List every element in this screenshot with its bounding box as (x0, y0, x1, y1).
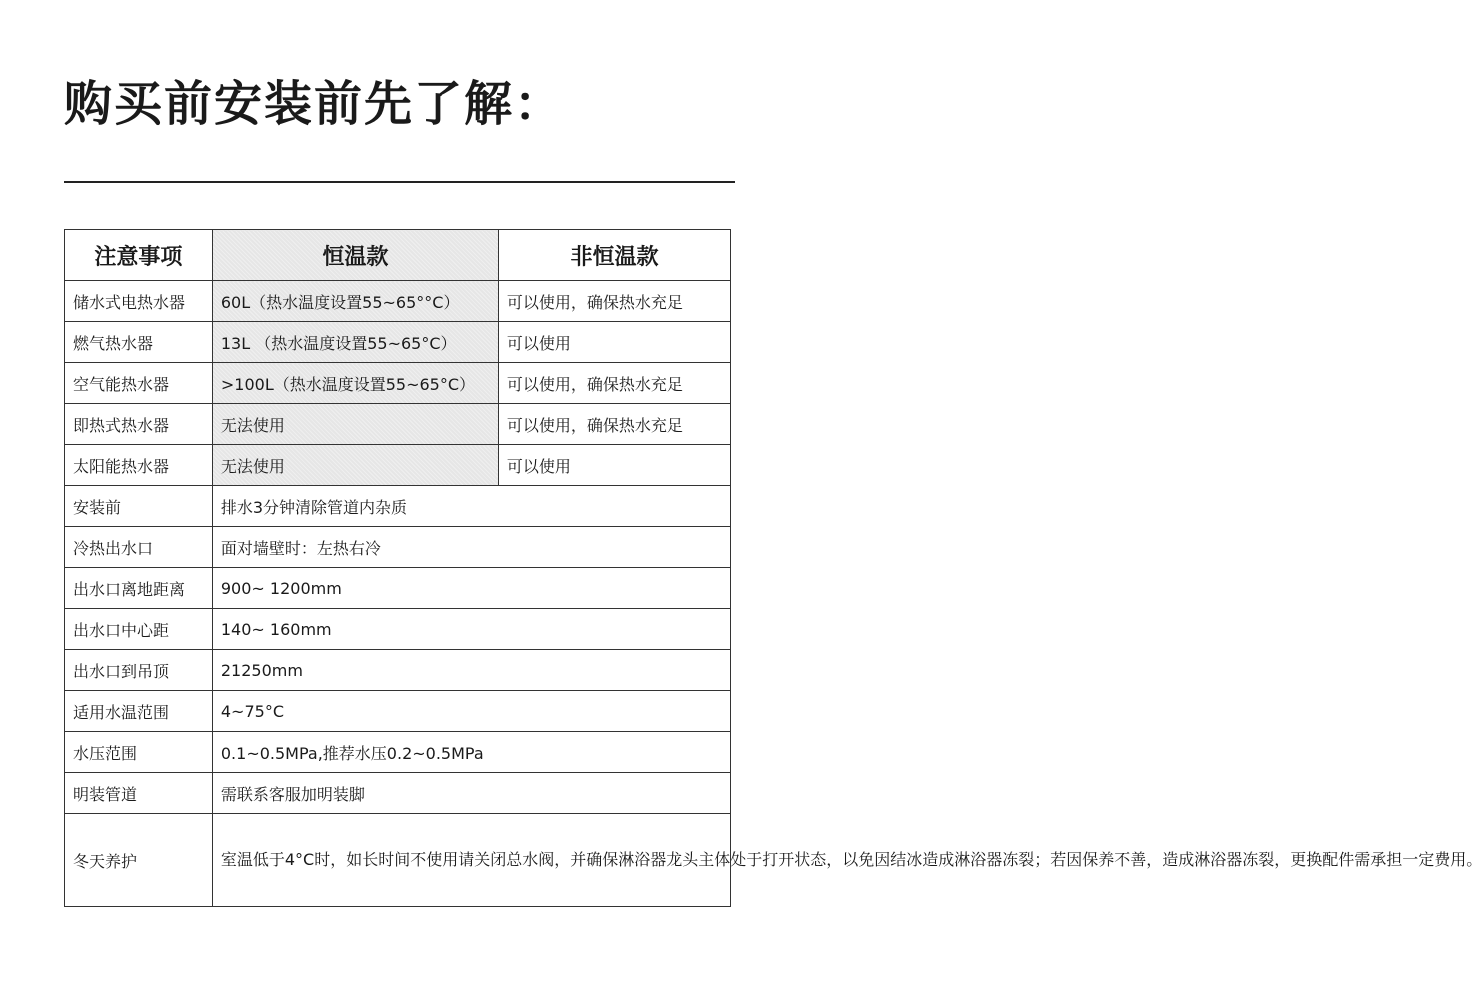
row-label: 储水式电热水器 (65, 281, 213, 322)
info-value: 面对墙壁时：左热右冷 (212, 527, 730, 568)
winter-care-note: 室温低于4°C时，如长时间不使用请关闭总水阀，并确保淋浴器龙头主体处于打开状态，以免因结冰造成淋浴器冻裂；若因保养不善，造成淋浴器冻裂，更换配件需承担一定费用。 (212, 814, 730, 907)
table-row (65, 322, 731, 363)
constant-temp-cell: 无法使用 (212, 445, 498, 486)
constant-temp-cell: 无法使用 (212, 404, 498, 445)
table-row (65, 732, 731, 773)
row-label: 水压范围 (65, 732, 213, 773)
info-value: 0.1~0.5MPa,推荐水压0.2~0.5MPa (212, 732, 730, 773)
row-label: 出水口到吊顶 (65, 650, 213, 691)
non-constant-temp-cell: 可以使用 (498, 445, 730, 486)
table-row-winter (65, 814, 731, 907)
row-label: 冷热出水口 (65, 527, 213, 568)
constant-temp-cell: 13L （热水温度设置55~65°C） (212, 322, 498, 363)
table-row (65, 486, 731, 527)
constant-temp-cell: 60L（热水温度设置55~65°°C） (212, 281, 498, 322)
non-constant-temp-cell: 可以使用 (498, 322, 730, 363)
row-label: 太阳能热水器 (65, 445, 213, 486)
page-title: 购买前安装前先了解： (64, 76, 565, 132)
row-label: 适用水温范围 (65, 691, 213, 732)
table-row (65, 404, 731, 445)
table-header-row (65, 230, 731, 281)
info-value: 900~ 1200mm (212, 568, 730, 609)
info-value: 需联系客服加明装脚 (212, 773, 730, 814)
non-constant-temp-cell: 可以使用，确保热水充足 (498, 281, 730, 322)
table-row (65, 650, 731, 691)
table-row (65, 445, 731, 486)
constant-temp-cell: >100L（热水温度设置55~65°C） (212, 363, 498, 404)
info-value: 4~75°C (212, 691, 730, 732)
info-value: 排水3分钟清除管道内杂质 (212, 486, 730, 527)
info-value: 140~ 160mm (212, 609, 730, 650)
table-row (65, 281, 731, 322)
non-constant-temp-cell: 可以使用，确保热水充足 (498, 404, 730, 445)
table-row (65, 568, 731, 609)
row-label: 空气能热水器 (65, 363, 213, 404)
row-label: 即热式热水器 (65, 404, 213, 445)
row-label: 出水口离地距离 (65, 568, 213, 609)
table-row (65, 691, 731, 732)
title-divider (64, 181, 735, 183)
row-label: 明装管道 (65, 773, 213, 814)
non-constant-temp-cell: 可以使用，确保热水充足 (498, 363, 730, 404)
table-row (65, 363, 731, 404)
header-non-constant-temp: 非恒温款 (498, 230, 730, 281)
row-label: 冬天养护 (65, 814, 213, 907)
header-notes: 注意事项 (65, 230, 213, 281)
table-row (65, 527, 731, 568)
row-label: 燃气热水器 (65, 322, 213, 363)
row-label: 出水口中心距 (65, 609, 213, 650)
spec-table (64, 229, 1482, 907)
table-row (65, 609, 731, 650)
header-constant-temp: 恒温款 (212, 230, 498, 281)
info-value: 21250mm (212, 650, 730, 691)
table-row (65, 773, 731, 814)
row-label: 安装前 (65, 486, 213, 527)
